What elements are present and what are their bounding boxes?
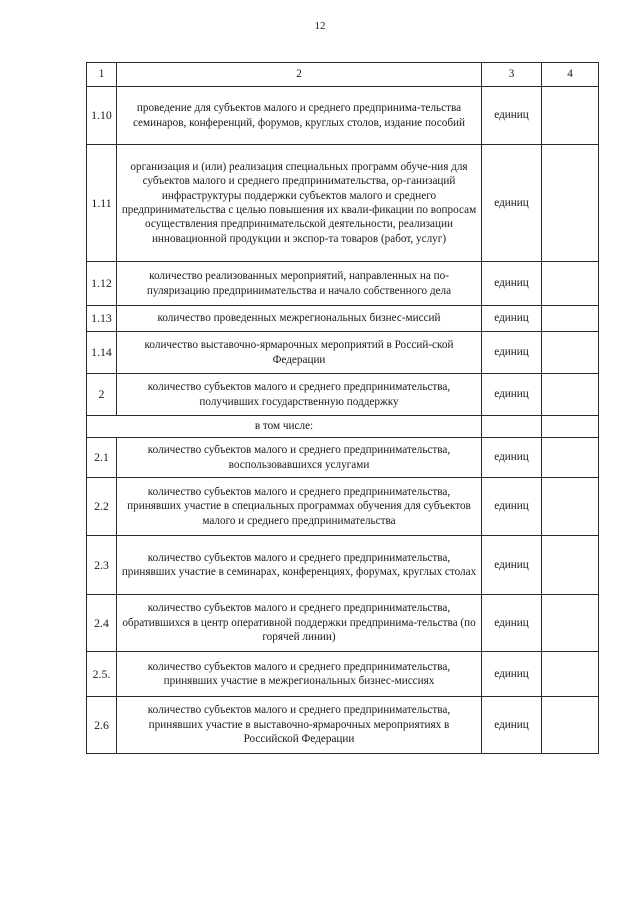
row-value bbox=[542, 374, 599, 416]
row-value bbox=[542, 306, 599, 332]
row-value bbox=[542, 416, 599, 438]
row-description: количество субъектов малого и среднего предпринимательства, обратившихся в центр оперативной поддержки предпринима-тельства (по горячей линии) bbox=[117, 595, 482, 652]
table-row bbox=[87, 332, 599, 374]
row-unit: единиц bbox=[482, 595, 542, 652]
row-value bbox=[542, 332, 599, 374]
header-col-1: 1 bbox=[87, 63, 117, 87]
table-row bbox=[87, 438, 599, 478]
row-unit: единиц bbox=[482, 478, 542, 536]
row-unit: единиц bbox=[482, 438, 542, 478]
row-unit: единиц bbox=[482, 536, 542, 595]
row-unit: единиц bbox=[482, 652, 542, 697]
table-row bbox=[87, 697, 599, 754]
row-unit: единиц bbox=[482, 697, 542, 754]
row-value bbox=[542, 438, 599, 478]
header-col-4: 4 bbox=[542, 63, 599, 87]
table-row bbox=[87, 652, 599, 697]
table-row bbox=[87, 145, 599, 262]
row-unit: единиц bbox=[482, 145, 542, 262]
table-row bbox=[87, 536, 599, 595]
subheading-row bbox=[87, 416, 599, 438]
row-unit: единиц bbox=[482, 374, 542, 416]
indicators-table bbox=[86, 62, 599, 754]
row-number: 2.2 bbox=[87, 478, 117, 536]
row-unit: единиц bbox=[482, 332, 542, 374]
row-number: 2 bbox=[87, 374, 117, 416]
row-number: 2.1 bbox=[87, 438, 117, 478]
row-description: количество субъектов малого и среднего предпринимательства, принявших участие в межрегиональных бизнес-миссиях bbox=[117, 652, 482, 697]
row-unit: единиц bbox=[482, 306, 542, 332]
row-value bbox=[542, 652, 599, 697]
row-number: 1.12 bbox=[87, 262, 117, 306]
row-number: 2.3 bbox=[87, 536, 117, 595]
subheading: в том числе: bbox=[87, 416, 482, 438]
row-description: организация и (или) реализация специальных программ обуче-ния для субъектов малого и среднего предпринимательства, ор-ганизаций инфраструктуры поддержки субъектов малого и среднего предпринимательства с целью повышения их квали-фикации по вопросам осуществления предпринимательской деятельности, реализации инновационной продукции и экспор-та товаров (работ, услуг) bbox=[117, 145, 482, 262]
page-number: 12 bbox=[314, 20, 326, 32]
row-number: 1.14 bbox=[87, 332, 117, 374]
row-unit bbox=[482, 416, 542, 438]
row-number: 2.6 bbox=[87, 697, 117, 754]
row-number: 2.4 bbox=[87, 595, 117, 652]
row-description: проведение для субъектов малого и среднего предпринима-тельства семинаров, конференций, форумов, круглых столов, издание пособий bbox=[117, 87, 482, 145]
row-description: количество субъектов малого и среднего предпринимательства, получивших государственную поддержку bbox=[117, 374, 482, 416]
row-description: количество субъектов малого и среднего предпринимательства, принявших участие в выставочно-ярмарочных мероприятиях в Российской Федерации bbox=[117, 697, 482, 754]
row-description: количество проведенных межрегиональных бизнес-миссий bbox=[117, 306, 482, 332]
row-description: количество субъектов малого и среднего предпринимательства, принявших участие в семинарах, конференциях, форумах, круглых столах bbox=[117, 536, 482, 595]
row-description: количество субъектов малого и среднего предпринимательства, воспользовавшихся услугами bbox=[117, 438, 482, 478]
row-value bbox=[542, 262, 599, 306]
row-description: количество субъектов малого и среднего предпринимательства, принявших участие в специальных программах обучения для субъектов малого и среднего предпринимательства bbox=[117, 478, 482, 536]
row-unit: единиц bbox=[482, 87, 542, 145]
row-value bbox=[542, 478, 599, 536]
table-row bbox=[87, 595, 599, 652]
row-value bbox=[542, 87, 599, 145]
row-unit: единиц bbox=[482, 262, 542, 306]
row-value bbox=[542, 697, 599, 754]
row-value bbox=[542, 536, 599, 595]
table-row bbox=[87, 478, 599, 536]
header-col-3: 3 bbox=[482, 63, 542, 87]
table-row bbox=[87, 306, 599, 332]
table-row bbox=[87, 262, 599, 306]
row-value bbox=[542, 145, 599, 262]
table-header-row bbox=[87, 63, 599, 87]
row-description: количество реализованных мероприятий, направленных на по-пуляризацию предпринимательства и начало собственного дела bbox=[117, 262, 482, 306]
row-number: 1.13 bbox=[87, 306, 117, 332]
row-number: 1.10 bbox=[87, 87, 117, 145]
header-col-2: 2 bbox=[117, 63, 482, 87]
table-row bbox=[87, 87, 599, 145]
row-number: 1.11 bbox=[87, 145, 117, 262]
row-description: количество выставочно-ярмарочных мероприятий в Россий-ской Федерации bbox=[117, 332, 482, 374]
row-number: 2.5. bbox=[87, 652, 117, 697]
table-row bbox=[87, 374, 599, 416]
row-value bbox=[542, 595, 599, 652]
